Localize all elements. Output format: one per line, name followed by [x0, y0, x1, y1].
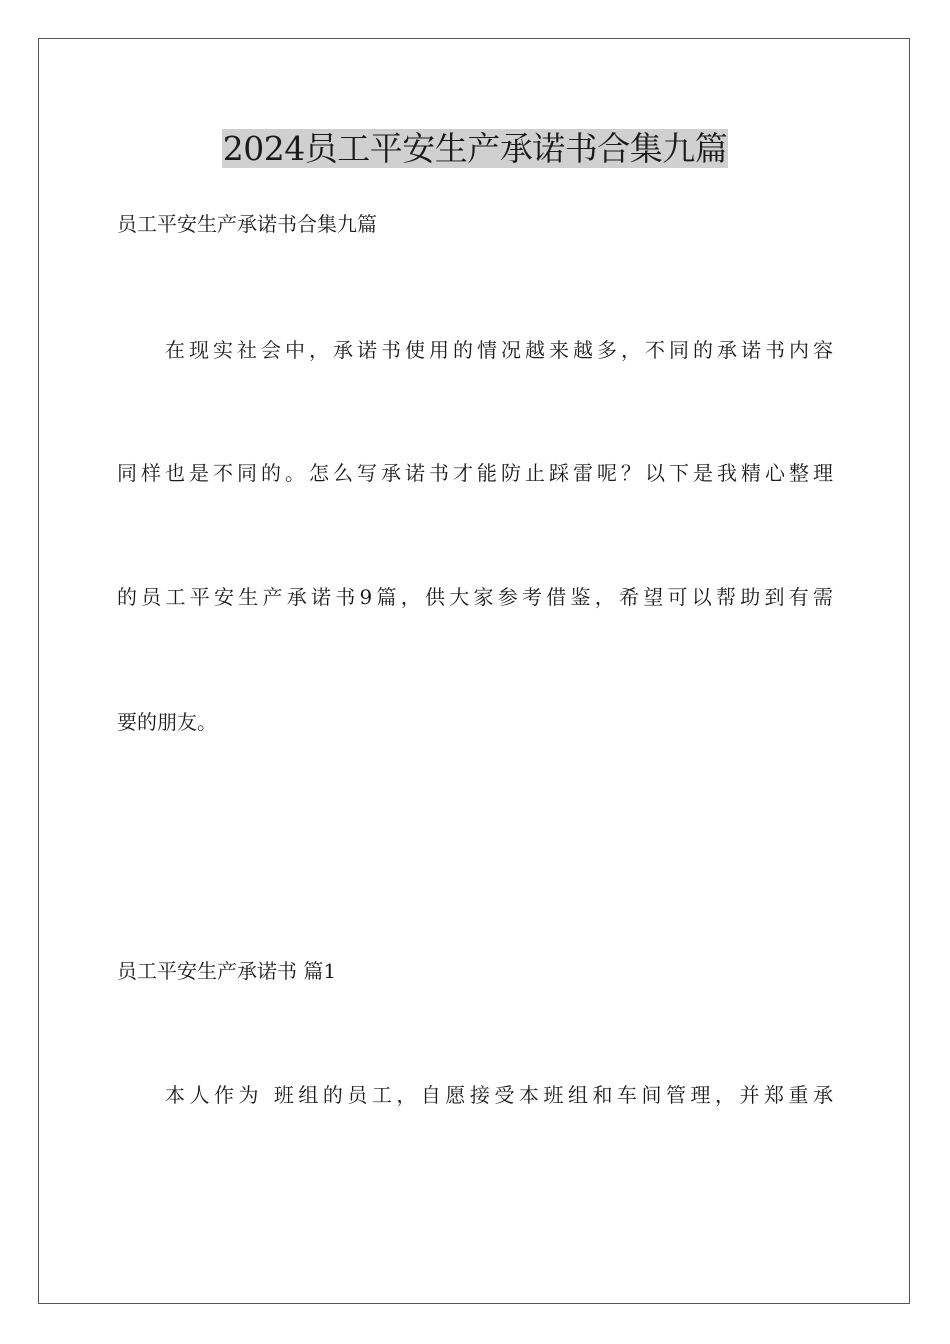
- intro-line-4: 要的朋友。: [117, 710, 217, 734]
- intro-line-1: 在现实社会中，承诺书使用的情况越来越多，不同的承诺书内容: [165, 338, 833, 362]
- intro-line-3: 的员工平安生产承诺书9篇，供大家参考借鉴，希望可以帮助到有需: [117, 585, 833, 609]
- document-title: [0, 128, 950, 170]
- intro-line-2: 同样也是不同的。怎么写承诺书才能防止踩雷呢？以下是我精心整理: [117, 461, 833, 485]
- document-subtitle: 员工平安生产承诺书合集九篇: [117, 212, 377, 236]
- section-first-line: 本人作为 班组的员工，自愿接受本班组和车间管理，并郑重承: [165, 1083, 833, 1107]
- document-title-text: 2024员工平安生产承诺书合集九篇: [222, 129, 728, 168]
- section-heading: 员工平安生产承诺书 篇1: [117, 959, 337, 983]
